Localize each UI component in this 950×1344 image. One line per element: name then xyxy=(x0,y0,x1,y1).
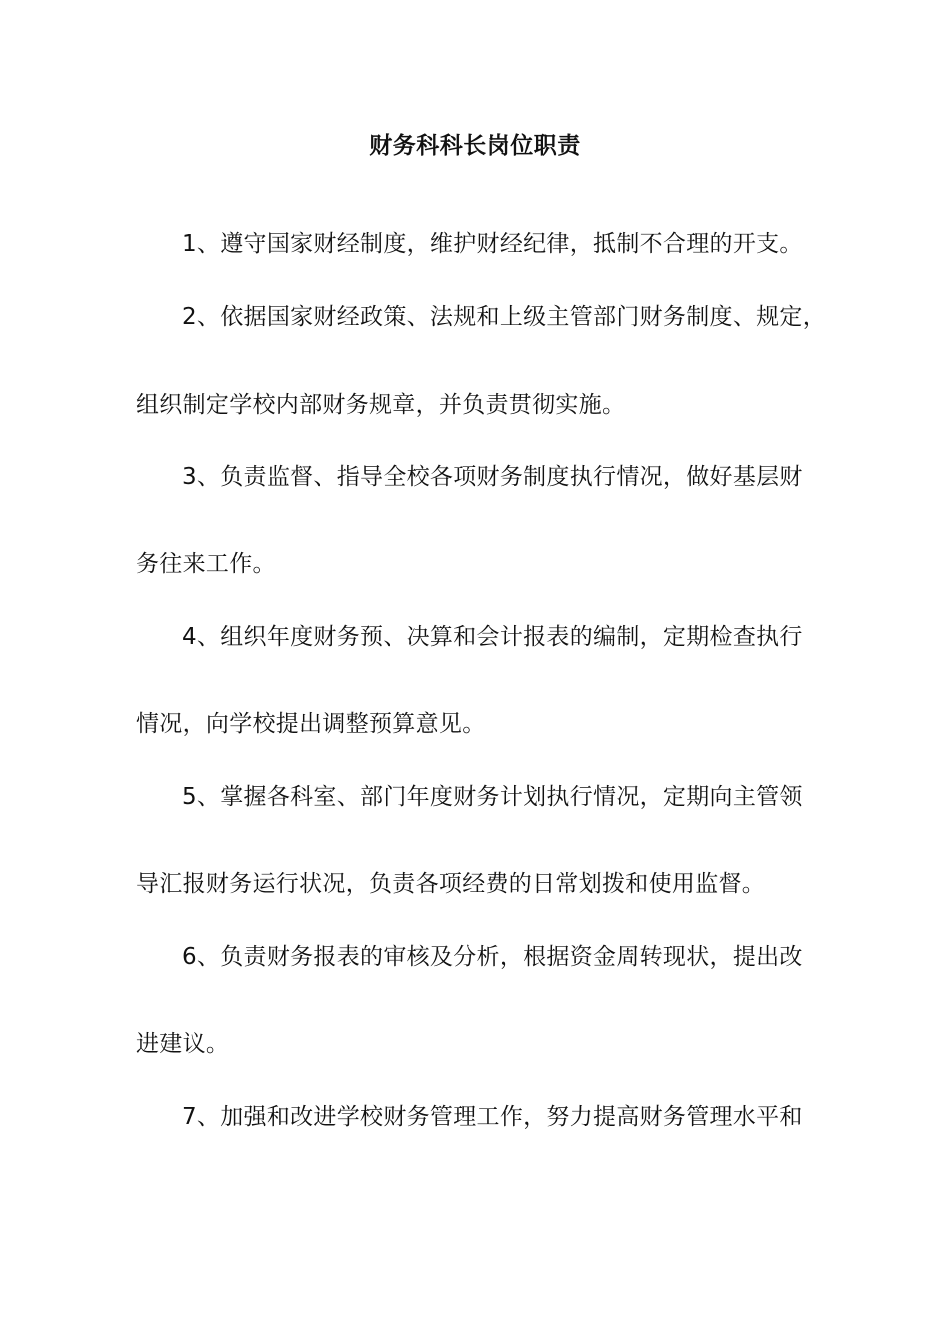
duty-item-4: 4、组织年度财务预、决算和会计报表的编制，定期检查执行 xyxy=(182,624,803,650)
duty-item-4-continued: 情况，向学校提出调整预算意见。 xyxy=(136,711,486,737)
duty-item-1: 1、遵守国家财经制度，维护财经纪律，抵制不合理的开支。 xyxy=(182,231,803,257)
duty-item-6: 6、负责财务报表的审核及分析，根据资金周转现状，提出改 xyxy=(182,944,803,970)
duty-item-3: 3、负责监督、指导全校各项财务制度执行情况，做好基层财 xyxy=(182,464,803,490)
duty-item-5: 5、掌握各科室、部门年度财务计划执行情况，定期向主管领 xyxy=(182,784,803,810)
duty-item-2: 2、依据国家财经政策、法规和上级主管部门财务制度、规定， xyxy=(182,304,827,330)
duty-item-3-continued: 务往来工作。 xyxy=(136,551,276,577)
duty-item-6-continued: 进建议。 xyxy=(136,1031,230,1057)
duty-item-7: 7、加强和改进学校财务管理工作，努力提高财务管理水平和 xyxy=(182,1104,803,1130)
duty-item-2-continued: 组织制定学校内部财务规章，并负责贯彻实施。 xyxy=(136,392,626,418)
document-title: 财务科科长岗位职责 xyxy=(369,133,581,159)
duty-item-5-continued: 导汇报财务运行状况，负责各项经费的日常划拨和使用监督。 xyxy=(136,871,766,897)
